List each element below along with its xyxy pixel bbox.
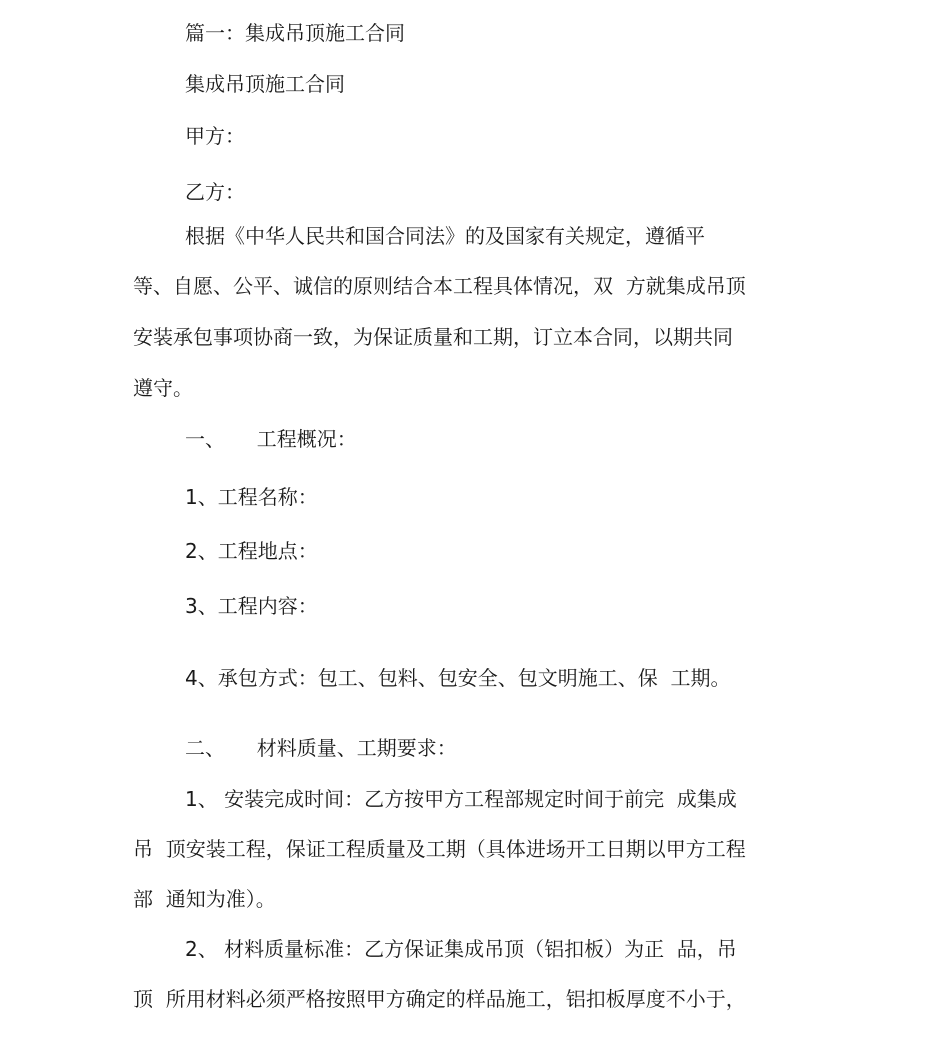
article-2-item-2-line-1: 2、 材料质量标准：乙方保证集成吊顶（铝扣板）为正 品，吊	[185, 937, 737, 961]
article-2-item-2-line-2: 顶 所用材料必须严格按照甲方确定的样品施工，铝扣板厚度不小于，	[133, 987, 746, 1011]
article-2-item-1-line-3: 部 通知为准）。	[133, 887, 276, 911]
party-b-line: 乙方：	[185, 180, 245, 204]
preamble-line-4: 遵守。	[133, 376, 193, 400]
article-2-heading: 二、 材料质量、工期要求：	[185, 736, 457, 760]
article-1-item-2: 2、工程地点：	[185, 539, 318, 563]
preamble-line-1: 根据《中华人民共和国合同法》的及国家有关规定，遵循平	[185, 224, 705, 248]
article-1-heading: 一、 工程概况：	[185, 427, 357, 451]
preamble-line-3: 安装承包事项协商一致，为保证质量和工期，订立本合同，以期共同	[133, 325, 733, 349]
section-heading: 篇一：集成吊顶施工合同	[185, 21, 405, 45]
article-1-item-4: 4、承包方式：包工、包料、包安全、包文明施工、保 工期。	[185, 666, 731, 690]
article-2-item-1-line-2: 吊 顶安装工程，保证工程质量及工期（具体进场开工日期以甲方工程	[133, 837, 746, 861]
contract-title: 集成吊顶施工合同	[185, 72, 345, 96]
preamble-line-2: 等、自愿、公平、诚信的原则结合本工程具体情况，双 方就集成吊顶	[133, 274, 746, 298]
article-1-item-1: 1、工程名称：	[185, 485, 318, 509]
article-1-item-3: 3、工程内容：	[185, 594, 318, 618]
article-2-item-1-line-1: 1、 安装完成时间：乙方按甲方工程部规定时间于前完 成集成	[185, 787, 737, 811]
party-a-line: 甲方：	[185, 124, 245, 148]
